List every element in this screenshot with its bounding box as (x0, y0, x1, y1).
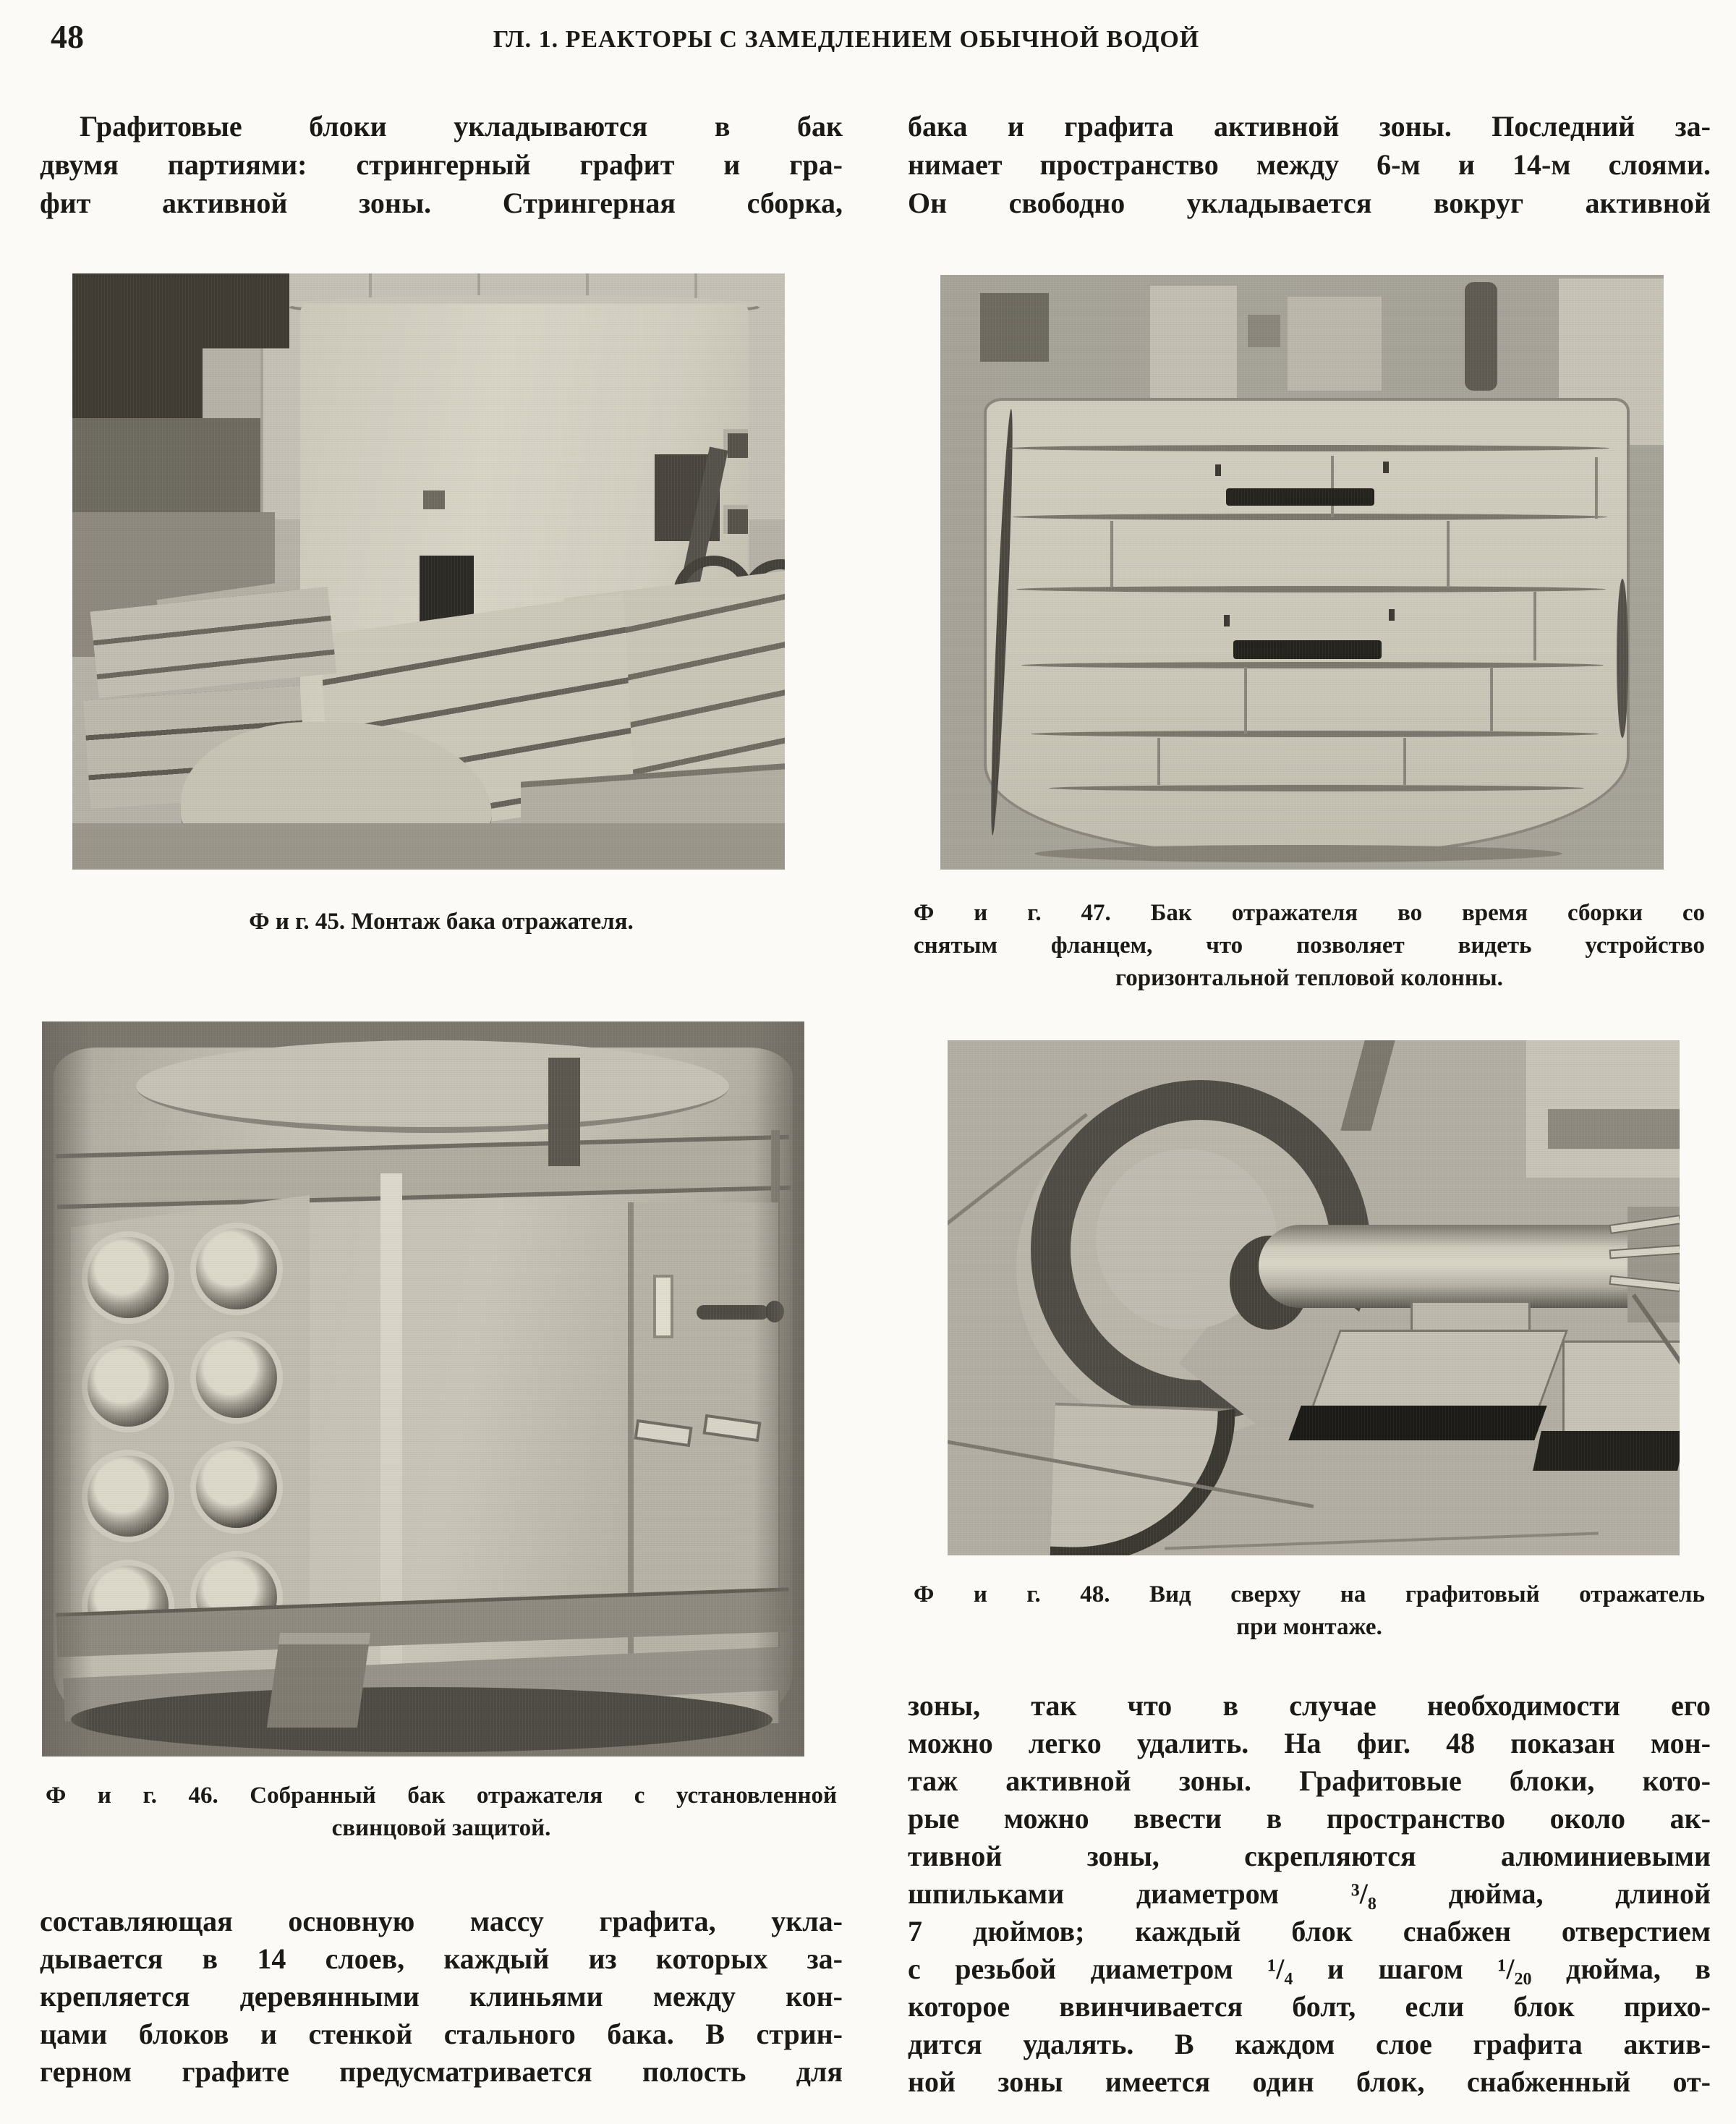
photo-grain (72, 273, 785, 870)
text-line: с резьбой диаметром ¹/₄ и шагом ¹/₂₀ дюйма, в (908, 1953, 1711, 1985)
caption-line: горизонтальной тепловой колонны. (1115, 965, 1503, 991)
text-line: двумя партиями: стрингерный графит и гра- (40, 148, 843, 181)
text-line: таж активной зоны. Графитовые блоки, кото- (908, 1764, 1711, 1797)
paragraph (908, 1687, 1711, 2101)
text-line: рые можно ввести в пространство около ак- (908, 1802, 1711, 1835)
text-line: бака и графита активной зоны. Последний за- (908, 110, 1711, 143)
text-line: нимает пространство между 6-м и 14-м слоями. (908, 148, 1711, 181)
caption-line: Ф и г. 46. Собранный бак отражателя с установленной (46, 1783, 837, 1809)
caption-line: при монтаже. (1236, 1614, 1382, 1640)
text-line: зоны, так что в случае необходимости его (908, 1689, 1711, 1722)
photo-grain (42, 1021, 804, 1756)
text-line: 7 дюймов; каждый блок снабжен отверстием (908, 1915, 1711, 1947)
caption-line: Ф и г. 48. Вид сверху на графитовый отражатель (914, 1581, 1705, 1607)
left-column (40, 0, 843, 2124)
text-line: цами блоков и стенкой стального бака. В стрин- (40, 2018, 843, 2050)
figure-47-photo (940, 275, 1664, 870)
paragraph (40, 107, 843, 222)
caption-line: Ф и г. 47. Бак отражателя во время сборки со (914, 900, 1705, 926)
running-header: ГЛ. 1. РЕАКТОРЫ С ЗАМЕДЛЕНИЕМ ОБЫЧНОЙ ВОДОЙ (493, 26, 1200, 53)
text-line: составляющая основную массу графита, укла- (40, 1905, 843, 1937)
figure-45-caption (40, 906, 843, 938)
text-line: фит активной зоны. Стрингерная сборка, (40, 187, 843, 219)
caption-line: свинцовой защитой. (331, 1815, 551, 1841)
text-line: шпильками диаметром ³/₈ дюйма, длиной (908, 1877, 1711, 1910)
text-line: тивной зоны, скрепляются алюминиевыми (908, 1840, 1711, 1872)
figure-48-caption (908, 1579, 1711, 1644)
text-line: дится удалять. В каждом слое графита актив- (908, 2028, 1711, 2060)
right-column (908, 0, 1711, 2124)
figure-46-caption (40, 1780, 843, 1845)
paragraph (40, 1903, 843, 2091)
text-line: Графитовые блоки укладываются в бак (80, 110, 843, 143)
page-number: 48 (51, 18, 84, 55)
figure-48-photo (948, 1040, 1680, 1555)
caption-line: Ф и г. 45. Монтаж бака отражателя. (249, 909, 634, 935)
paragraph (908, 107, 1711, 222)
text-line: герном графите предусматривается полость для (40, 2055, 843, 2088)
figure-47-caption (908, 897, 1711, 995)
text-line: которое ввинчивается болт, если блок прихо- (908, 1990, 1711, 2023)
photo-grain (940, 275, 1664, 870)
photo-grain (948, 1040, 1680, 1555)
figure-45-photo (72, 273, 785, 870)
caption-line: снятым фланцем, что позволяет видеть устройство (914, 933, 1705, 959)
text-line: Он свободно укладывается вокруг активной (908, 187, 1711, 219)
figure-46-photo (42, 1021, 804, 1756)
text-line: крепляется деревянными клиньями между кон- (40, 1980, 843, 2013)
text-line: ной зоны имеется один блок, снабженный от- (908, 2065, 1711, 2098)
text-line: можно легко удалить. На фиг. 48 показан мон- (908, 1727, 1711, 1759)
text-line: дывается в 14 слоев, каждый из которых за- (40, 1942, 843, 1975)
